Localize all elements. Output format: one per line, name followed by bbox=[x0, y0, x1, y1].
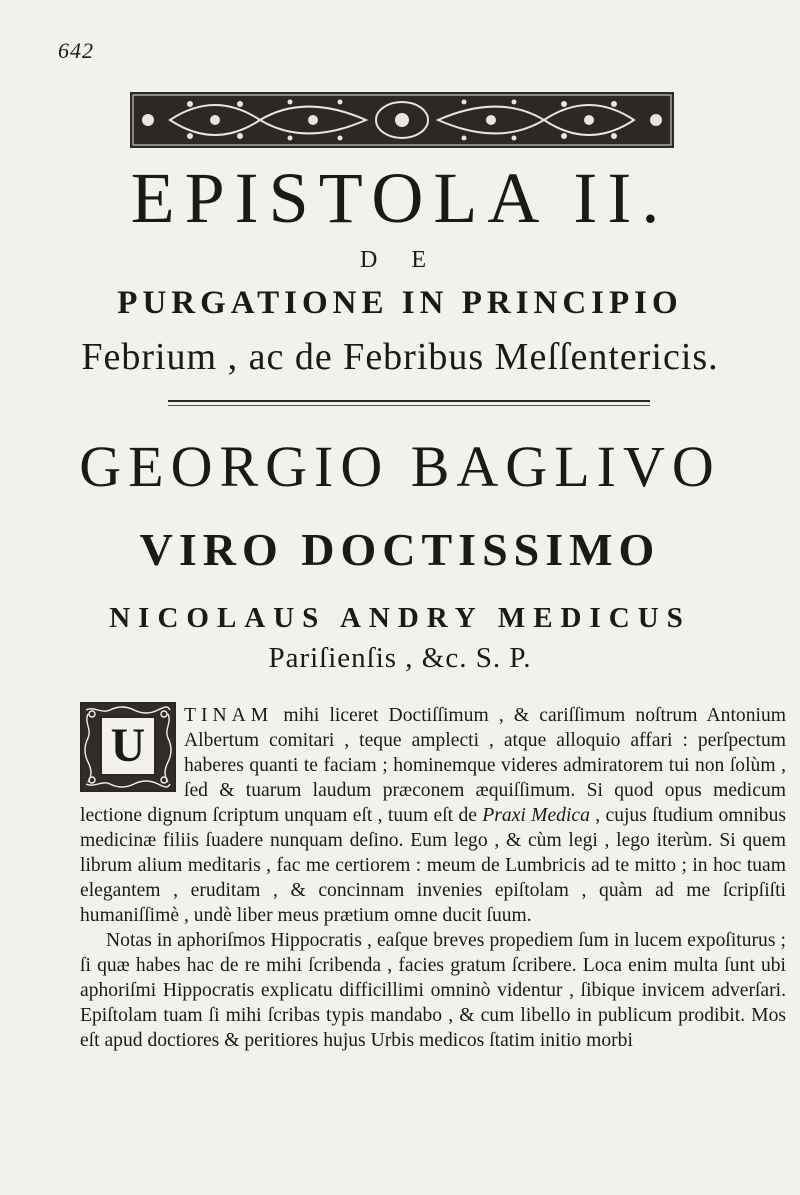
subject-line-2: Febrium , ac de Febribus Meſſentericis. bbox=[81, 336, 719, 378]
paragraph-2: Notas in aphoriſmos Hippocratis , eaſque breves propediem ſum in lucem expoſiturus ; ſi quæ habes hac de re mihi ſcribenda , facies gratum ſcribere. Loca enim multa ſunt ubi aphoriſmi Hippocratis explicatu difficillimi omninò videntur , ſibique invicem adverſari. Epiſtolam tuam ſi mihi ſcribas typis mandabo , & cum libello in publicum prodibit. Mos eſt apud doctiores & peritiores hujus Urbis medicos ſtatim initio morbi bbox=[80, 930, 786, 1051]
letter-body bbox=[80, 703, 786, 1053]
paragraph-1-end: , cujus ſtudium omnibus medicinæ filiis ſuadere nunquam deſino. Eum lego , & cùm legi , lego iterùm. Si quem librum alium meditaris , fac me certiorem : meum de Lumbricis ad te mitto ; in hoc tuam elegantem , eruditam , & concinnam invenies epiſtolam , quàm ad me ſcripſiſti humaniſſimè , undè liber meus prætium omne ducit ſuum. bbox=[80, 805, 786, 926]
author-place: Pariſienſis , &c. S. P. bbox=[268, 642, 532, 674]
paragraph-1-text: mihi liceret Doctiſſimum , & cariſſimum noſtrum Antonium Albertum comitari , teque amplecti , atque alloquio affari : perſpectum haberes quanti te faciam ; hominemque videres admiratorem tui non ſolùm , ſed & tuarum laudum præconem æquiſſimum. Si quod opus medicum lectione dignum ſcriptum unquam eſt , tuum eſt de bbox=[80, 705, 786, 826]
opening-word: TINAM bbox=[184, 705, 274, 726]
drop-cap-initial: U bbox=[100, 716, 156, 776]
epistle-title: EPISTOLA II. bbox=[130, 158, 670, 238]
dedicatee-name: GEORGIO BAGLIVO bbox=[79, 434, 721, 499]
divider-rule bbox=[168, 400, 650, 402]
author-name: NICOLAUS ANDRY MEDICUS bbox=[109, 602, 691, 634]
page-number: 642 bbox=[58, 38, 94, 63]
work-title-italic: Praxi Medica bbox=[482, 805, 590, 826]
subject-line-1: PURGATIONE IN PRINCIPIO bbox=[117, 285, 683, 321]
paragraph-1 bbox=[80, 703, 786, 928]
subtitle-de: D E bbox=[360, 247, 440, 273]
floral-headpiece-ornament bbox=[130, 92, 674, 148]
dedicatee-epithet: VIRO DOCTISSIMO bbox=[139, 524, 661, 575]
drop-cap-space bbox=[80, 703, 184, 801]
